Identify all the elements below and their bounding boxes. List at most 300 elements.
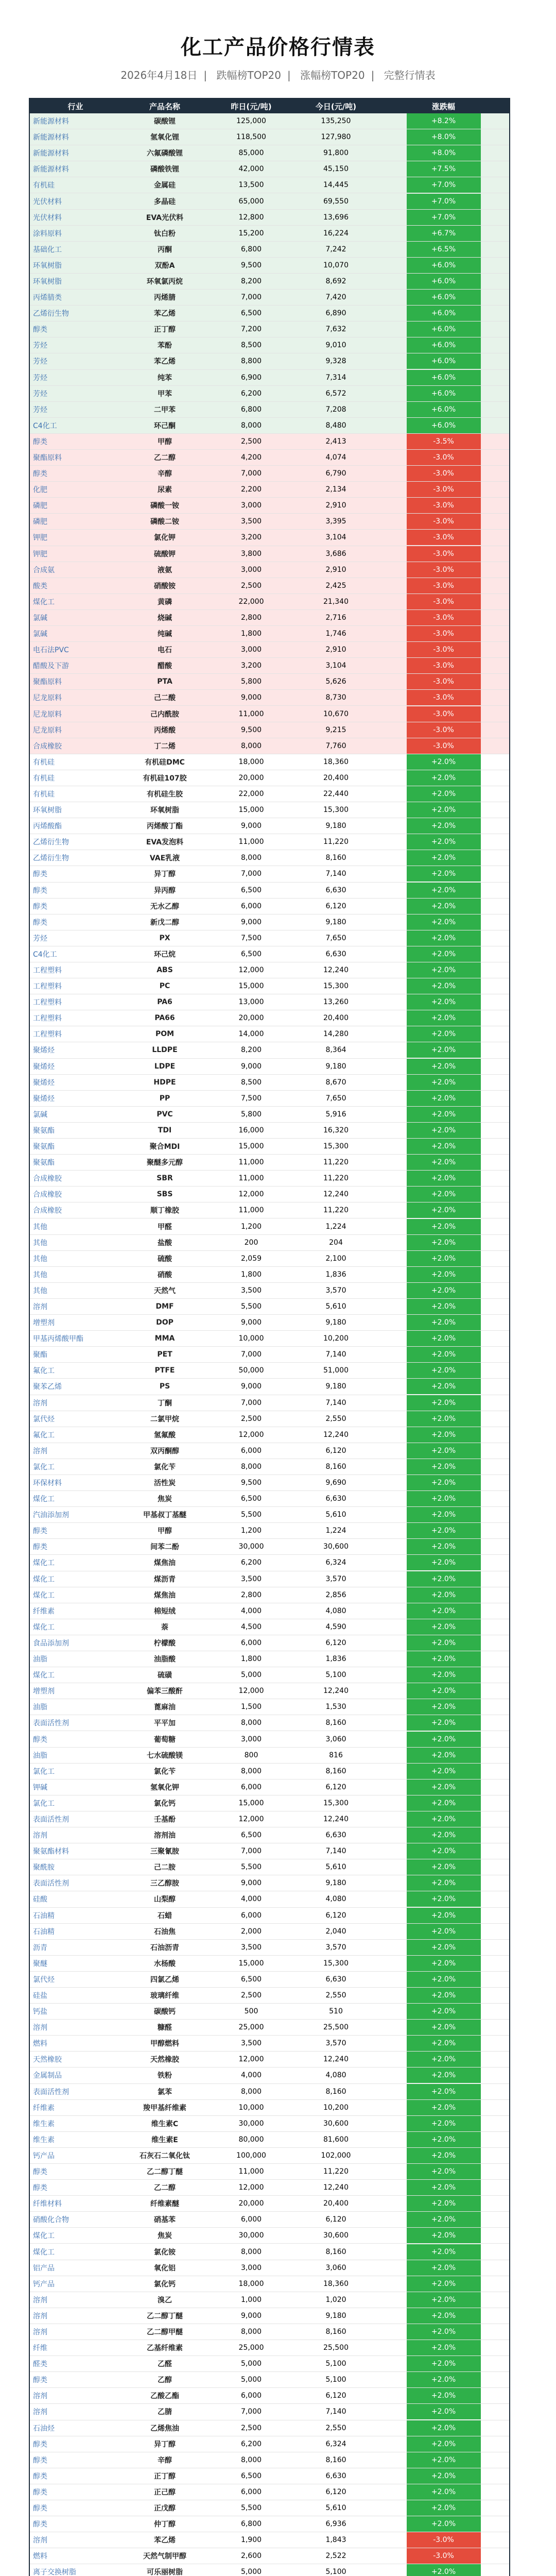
row-change-cell — [378, 610, 509, 625]
row-product: 多晶硅 — [154, 197, 176, 206]
row-yesterday: 7,000 — [240, 2408, 262, 2416]
row-product: 磷酸铁锂 — [150, 165, 179, 174]
change-badge: +2.0% — [407, 1010, 481, 1026]
change-badge: +2.0% — [407, 1251, 481, 1266]
row-today: 1,843 — [325, 2536, 346, 2545]
row-product: LLDPE — [152, 1046, 178, 1055]
row-product: 碳酸钙 — [154, 2008, 176, 2016]
change-badge: +2.0% — [407, 2067, 481, 2083]
table-row — [30, 1443, 509, 1459]
change-badge: +2.0% — [407, 1235, 481, 1250]
row-category: 环氧树脂 — [33, 261, 62, 270]
row-today: 11,220 — [323, 1206, 349, 1215]
row-today: 20,400 — [323, 1014, 349, 1023]
table-row — [30, 1347, 509, 1363]
row-change-cell — [378, 1010, 509, 1026]
row-category: 醇类 — [33, 918, 47, 927]
row-today: 4,080 — [325, 1895, 346, 1904]
row-product: 糠醛 — [158, 2024, 172, 2032]
row-change-cell — [378, 1459, 509, 1475]
change-badge: +2.0% — [407, 1603, 481, 1619]
row-today: 13,696 — [323, 213, 349, 222]
row-category: 聚烯烃 — [33, 1046, 55, 1055]
row-today: 7,242 — [325, 245, 346, 253]
row-category: 聚酯 — [33, 1351, 47, 1360]
change-badge: +2.0% — [407, 2500, 481, 2516]
change-badge: +2.0% — [407, 1427, 481, 1443]
change-badge: +2.0% — [407, 1267, 481, 1282]
row-change-cell — [378, 1411, 509, 1427]
table-row — [30, 1155, 509, 1171]
table-row — [30, 1507, 509, 1523]
change-badge: +6.0% — [407, 386, 481, 401]
table-row — [30, 2052, 509, 2067]
row-change-cell — [378, 161, 509, 177]
row-yesterday: 15,200 — [238, 229, 264, 238]
table-row — [30, 2132, 509, 2148]
row-product: 磷酸一铵 — [150, 502, 179, 511]
row-change-cell — [378, 850, 509, 866]
change-badge: +2.0% — [407, 834, 481, 850]
row-category: C4化工 — [33, 421, 57, 430]
row-change-cell — [378, 1347, 509, 1362]
row-category: 丙烯酸酯 — [33, 822, 62, 831]
change-badge: -3.0% — [407, 642, 481, 657]
table-row — [30, 802, 509, 818]
row-yesterday: 1,800 — [240, 1655, 262, 1664]
row-category: 溶剂 — [33, 2296, 47, 2304]
row-today: 16,224 — [323, 229, 349, 238]
row-product: 石油焦 — [154, 1927, 176, 1936]
row-yesterday: 9,000 — [240, 1879, 262, 1888]
row-change-cell — [378, 994, 509, 1010]
change-badge: +2.0% — [407, 1202, 481, 1218]
row-change-cell — [378, 1908, 509, 1923]
row-today: 15,300 — [323, 806, 349, 815]
row-product: 萘 — [161, 1623, 168, 1632]
row-product: 电石 — [158, 646, 172, 655]
change-badge: +7.0% — [407, 177, 481, 193]
row-category: 硅盐 — [33, 1992, 47, 2001]
row-yesterday: 6,500 — [240, 950, 262, 958]
row-today: 6,630 — [325, 2471, 346, 2480]
row-today: 15,300 — [323, 1799, 349, 1807]
row-change-cell — [378, 1924, 509, 1939]
row-today: 5,610 — [325, 1302, 346, 1311]
row-change-cell — [378, 2484, 509, 2500]
row-product: 二氯甲烷 — [150, 1415, 179, 1423]
change-badge: +2.0% — [407, 1555, 481, 1570]
table-row — [30, 658, 509, 674]
change-badge: +2.0% — [407, 1795, 481, 1811]
change-badge: -3.0% — [407, 2548, 481, 2564]
row-yesterday: 30,000 — [238, 2119, 264, 2128]
row-yesterday: 800 — [244, 1751, 258, 1759]
table-row — [30, 1363, 509, 1379]
row-yesterday: 16,000 — [238, 1126, 264, 1134]
row-yesterday: 12,000 — [238, 1687, 264, 1696]
row-category: 环氧树脂 — [33, 277, 62, 286]
subtitle-losers[interactable]: 跌幅榜TOP20 — [216, 69, 281, 81]
change-badge: +8.0% — [407, 145, 481, 161]
row-today: 2,550 — [325, 1991, 346, 2000]
row-today: 11,220 — [323, 1174, 349, 1183]
row-change-cell — [378, 1587, 509, 1603]
row-change-cell — [378, 1139, 509, 1154]
table-row — [30, 1411, 509, 1427]
row-yesterday: 9,000 — [240, 822, 262, 831]
row-change-cell — [378, 1171, 509, 1186]
row-product: 新戊二醇 — [150, 918, 179, 927]
row-product: LDPE — [154, 1062, 176, 1071]
row-product: 正己醇 — [154, 2488, 176, 2497]
row-category: 燃料 — [33, 2552, 47, 2561]
row-today: 16,320 — [323, 1126, 349, 1134]
row-category: 氟化工 — [33, 1367, 55, 1376]
row-change-cell — [378, 145, 509, 161]
row-yesterday: 18,000 — [238, 2279, 264, 2288]
row-today: 510 — [329, 2007, 343, 2016]
table-row — [30, 482, 509, 498]
row-product: 乙腈 — [158, 2408, 172, 2417]
row-product: PTFE — [154, 1366, 175, 1375]
row-product: 丙酮 — [158, 245, 172, 254]
row-today: 6,630 — [325, 1831, 346, 1840]
row-today: 22,440 — [323, 789, 349, 798]
row-category: 溶剂 — [33, 2328, 47, 2336]
change-badge: +2.0% — [407, 1972, 481, 1987]
row-today: 12,240 — [323, 1815, 349, 1823]
table-row — [30, 1491, 509, 1507]
table-row — [30, 2260, 509, 2276]
row-yesterday: 8,800 — [240, 357, 262, 366]
change-badge: +2.0% — [407, 883, 481, 898]
change-badge: +2.0% — [407, 2292, 481, 2308]
row-today: 10,200 — [323, 1334, 349, 1343]
change-badge: +6.0% — [407, 290, 481, 305]
change-badge: +2.0% — [407, 1571, 481, 1587]
row-product: 辛醇 — [158, 2456, 172, 2465]
change-badge: +2.0% — [407, 2004, 481, 2019]
row-change-cell — [378, 2004, 509, 2019]
table-row — [30, 1667, 509, 1683]
change-badge: -3.0% — [407, 514, 481, 529]
row-product: 正丁醇 — [154, 2472, 176, 2481]
row-product: EVA发泡料 — [146, 838, 184, 847]
change-badge: -3.0% — [407, 482, 481, 497]
row-change-cell — [378, 1155, 509, 1170]
row-yesterday: 6,000 — [240, 1783, 262, 1791]
row-product: SBR — [157, 1174, 173, 1183]
row-today: 25,500 — [323, 2344, 349, 2352]
row-change-cell — [378, 129, 509, 145]
row-category: 溶剂 — [33, 2408, 47, 2417]
row-today: 81,600 — [323, 2135, 349, 2144]
table-row — [30, 1026, 509, 1042]
row-change-cell — [378, 242, 509, 257]
change-badge: +6.0% — [407, 337, 481, 353]
change-badge: +2.0% — [407, 1523, 481, 1538]
row-category: 氯化工 — [33, 1799, 55, 1808]
row-category: 煤化工 — [33, 1559, 55, 1568]
row-change-cell — [378, 706, 509, 722]
table-row — [30, 899, 509, 914]
table-row — [30, 2340, 509, 2356]
table-row — [30, 1379, 509, 1395]
row-today: 6,120 — [325, 1783, 346, 1791]
change-badge: +2.0% — [407, 1459, 481, 1475]
table-row — [30, 2067, 509, 2083]
row-category: 纤维材料 — [33, 2200, 62, 2209]
row-yesterday: 7,500 — [240, 1094, 262, 1103]
subtitle-date: 2026年4月18日 — [120, 69, 198, 81]
row-product: 七水硫酸镁 — [147, 1751, 183, 1760]
row-category: 铝产品 — [33, 2264, 55, 2273]
row-category: 新能源材料 — [33, 117, 69, 126]
row-change-cell — [378, 930, 509, 946]
change-badge: +2.0% — [407, 2116, 481, 2131]
row-product: 溶剂油 — [154, 1832, 176, 1840]
change-badge: +2.0% — [407, 2452, 481, 2468]
table-row — [30, 2180, 509, 2196]
row-today: 8,160 — [325, 1719, 346, 1727]
row-change-cell — [378, 466, 509, 481]
table-body — [30, 113, 509, 2576]
row-change-cell — [378, 578, 509, 594]
row-change-cell — [378, 1715, 509, 1731]
row-change-cell — [378, 1988, 509, 2003]
change-badge: +2.0% — [407, 2164, 481, 2179]
table-row — [30, 1940, 509, 1956]
table-row — [30, 210, 509, 226]
change-badge: +2.0% — [407, 1715, 481, 1731]
change-badge: -3.0% — [407, 546, 481, 562]
row-change-cell — [378, 2196, 509, 2211]
row-category: 工程塑料 — [33, 1014, 62, 1023]
table-row — [30, 1843, 509, 1859]
row-category: 钙产品 — [33, 2151, 55, 2160]
change-badge: +2.0% — [407, 2324, 481, 2340]
subtitle-gainers[interactable]: 涨幅榜TOP20 — [300, 69, 365, 81]
row-yesterday: 10,000 — [238, 1334, 264, 1343]
row-product: PC — [159, 982, 170, 991]
row-yesterday: 8,000 — [240, 2087, 262, 2096]
row-yesterday: 7,500 — [240, 934, 262, 942]
row-product: 丙烯酸 — [154, 726, 176, 735]
row-product: 维生素E — [151, 2136, 178, 2144]
row-yesterday: 3,500 — [240, 1574, 262, 1583]
row-category: 聚酯原料 — [33, 678, 62, 687]
row-today: 6,790 — [325, 469, 346, 478]
change-badge: +2.0% — [407, 1764, 481, 1779]
change-badge: +2.0% — [407, 2356, 481, 2371]
row-category: 醇类 — [33, 1735, 47, 1744]
change-badge: -3.5% — [407, 434, 481, 449]
row-category: 其他 — [33, 1239, 47, 1247]
row-change-cell — [378, 2436, 509, 2452]
row-product: 煤焦油 — [154, 1591, 176, 1600]
row-yesterday: 5,800 — [240, 677, 262, 686]
row-product: 磷酸二铵 — [150, 518, 179, 527]
row-category: 纤维素 — [33, 1607, 55, 1616]
row-category: 化肥 — [33, 486, 47, 495]
table-row — [30, 2436, 509, 2452]
row-yesterday: 65,000 — [238, 197, 264, 206]
row-product: 甲苯 — [158, 389, 172, 398]
change-badge: +2.0% — [407, 2100, 481, 2115]
change-badge: +2.0% — [407, 1091, 481, 1106]
row-product: 蓖麻油 — [154, 1703, 176, 1712]
row-category: 醇类 — [33, 2472, 47, 2481]
table-row — [30, 834, 509, 850]
row-change-cell — [378, 1683, 509, 1699]
subtitle-full[interactable]: 完整行情表 — [384, 69, 436, 81]
row-product: 三聚氰胺 — [150, 1848, 179, 1856]
row-today: 12,240 — [323, 2183, 349, 2192]
row-category: 增塑剂 — [33, 1687, 55, 1696]
table-row — [30, 962, 509, 978]
row-category: 丙烯腈类 — [33, 294, 62, 302]
row-product: 纯碱 — [158, 630, 172, 639]
row-yesterday: 25,000 — [238, 2344, 264, 2352]
table-row — [30, 1571, 509, 1587]
row-category: 合成氨 — [33, 566, 55, 574]
table-row — [30, 1956, 509, 1972]
row-category: 工程塑料 — [33, 1030, 62, 1039]
row-product: 苯乙烯 — [154, 358, 176, 366]
row-change-cell — [378, 530, 509, 545]
row-change-cell — [378, 866, 509, 882]
table-row — [30, 321, 509, 337]
table-row — [30, 1780, 509, 1795]
row-yesterday: 3,200 — [240, 533, 262, 542]
row-yesterday: 6,500 — [240, 1831, 262, 1840]
row-change-cell — [378, 353, 509, 369]
row-category: 酸类 — [33, 582, 47, 590]
change-badge: +2.0% — [407, 1026, 481, 1042]
row-today: 6,630 — [325, 950, 346, 958]
row-product: 活性炭 — [154, 1479, 176, 1488]
change-badge: -3.0% — [407, 594, 481, 609]
row-today: 8,160 — [325, 2455, 346, 2464]
table-row — [30, 2452, 509, 2468]
row-product: 尿素 — [158, 486, 172, 495]
row-category: 芳烃 — [33, 374, 47, 382]
row-today: 6,120 — [325, 2487, 346, 2496]
row-category: 钙产品 — [33, 2280, 55, 2289]
row-product: 烧碱 — [158, 614, 172, 622]
page-subtitle: 2026年4月18日 | 跌幅榜TOP20 | 涨幅榜TOP20 | 完整行情表 — [120, 69, 436, 81]
row-change-cell — [378, 1523, 509, 1538]
table-row — [30, 418, 509, 434]
table-row — [30, 1683, 509, 1699]
row-category: 氯代烃 — [33, 1975, 55, 1984]
row-category: 钾碱 — [33, 1783, 47, 1792]
row-category: 氯化工 — [33, 1463, 55, 1471]
row-today: 51,000 — [323, 1366, 349, 1375]
row-product: 铁粉 — [158, 2072, 172, 2080]
change-badge: +2.0% — [407, 2564, 481, 2576]
change-badge: +2.0% — [407, 1780, 481, 1795]
row-product: 天然橡胶 — [150, 2056, 179, 2064]
row-today: 8,670 — [325, 1078, 346, 1087]
table-row — [30, 1107, 509, 1123]
row-yesterday: 6,200 — [240, 1558, 262, 1567]
row-product: 液氨 — [158, 566, 172, 574]
row-product: 纤维素醚 — [150, 2200, 179, 2209]
change-badge: +2.0% — [407, 1683, 481, 1699]
row-today: 9,180 — [325, 1879, 346, 1888]
change-badge: +8.0% — [407, 129, 481, 145]
table-row — [30, 866, 509, 882]
row-today: 10,670 — [323, 709, 349, 718]
row-today: 7,140 — [325, 1350, 346, 1359]
row-yesterday: 4,000 — [240, 1895, 262, 1904]
table-row — [30, 2308, 509, 2324]
row-category: 其他 — [33, 1270, 47, 1279]
table-row — [30, 930, 509, 946]
change-badge: +2.0% — [407, 1187, 481, 1202]
row-category: 溶剂 — [33, 2024, 47, 2032]
table-row — [30, 1972, 509, 1988]
row-change-cell — [378, 786, 509, 802]
row-change-cell — [378, 1571, 509, 1587]
row-yesterday: 22,000 — [238, 789, 264, 798]
row-product: 丁二烯 — [154, 742, 176, 751]
row-yesterday: 6,800 — [240, 2520, 262, 2529]
change-badge: +2.0% — [407, 1139, 481, 1154]
row-yesterday: 8,000 — [240, 1719, 262, 1727]
row-yesterday: 6,000 — [240, 2392, 262, 2400]
row-product: 三乙醇胺 — [150, 1879, 179, 1888]
row-yesterday: 3,000 — [240, 501, 262, 510]
table-row — [30, 498, 509, 514]
change-badge: +2.0% — [407, 1619, 481, 1635]
row-today: 45,150 — [323, 165, 349, 174]
row-product: MMA — [154, 1334, 175, 1343]
row-change-cell — [378, 738, 509, 754]
row-today: 4,590 — [325, 1622, 346, 1631]
row-category: 天然橡胶 — [33, 2056, 62, 2064]
row-product: 间苯二酚 — [150, 1543, 179, 1552]
row-category: 有机硅 — [33, 181, 55, 190]
row-today: 3,686 — [325, 549, 346, 558]
change-badge: +2.0% — [407, 914, 481, 930]
row-change-cell — [378, 2100, 509, 2115]
row-category: 乙烯衍生物 — [33, 310, 69, 318]
row-category: 煤化工 — [33, 1495, 55, 1504]
table-row — [30, 514, 509, 530]
row-change-cell — [378, 658, 509, 673]
row-yesterday: 6,200 — [240, 389, 262, 398]
change-badge: +2.0% — [407, 1475, 481, 1490]
row-category: 乙烯衍生物 — [33, 854, 69, 863]
row-today: 12,240 — [323, 1190, 349, 1199]
row-change-cell — [378, 321, 509, 337]
row-category: 醇类 — [33, 2504, 47, 2513]
row-category: 石油精 — [33, 1911, 55, 1920]
table-row — [30, 1427, 509, 1443]
row-today: 6,324 — [325, 2439, 346, 2448]
row-yesterday: 9,500 — [240, 261, 262, 269]
change-badge: +2.0% — [407, 1732, 481, 1747]
row-yesterday: 8,500 — [240, 1078, 262, 1087]
row-product: 石灰石二氧化钛 — [140, 2151, 190, 2160]
row-category: 醇类 — [33, 2168, 47, 2177]
row-product: 焦炭 — [158, 2232, 172, 2241]
row-today: 9,180 — [325, 822, 346, 831]
row-yesterday: 2,500 — [240, 581, 262, 590]
